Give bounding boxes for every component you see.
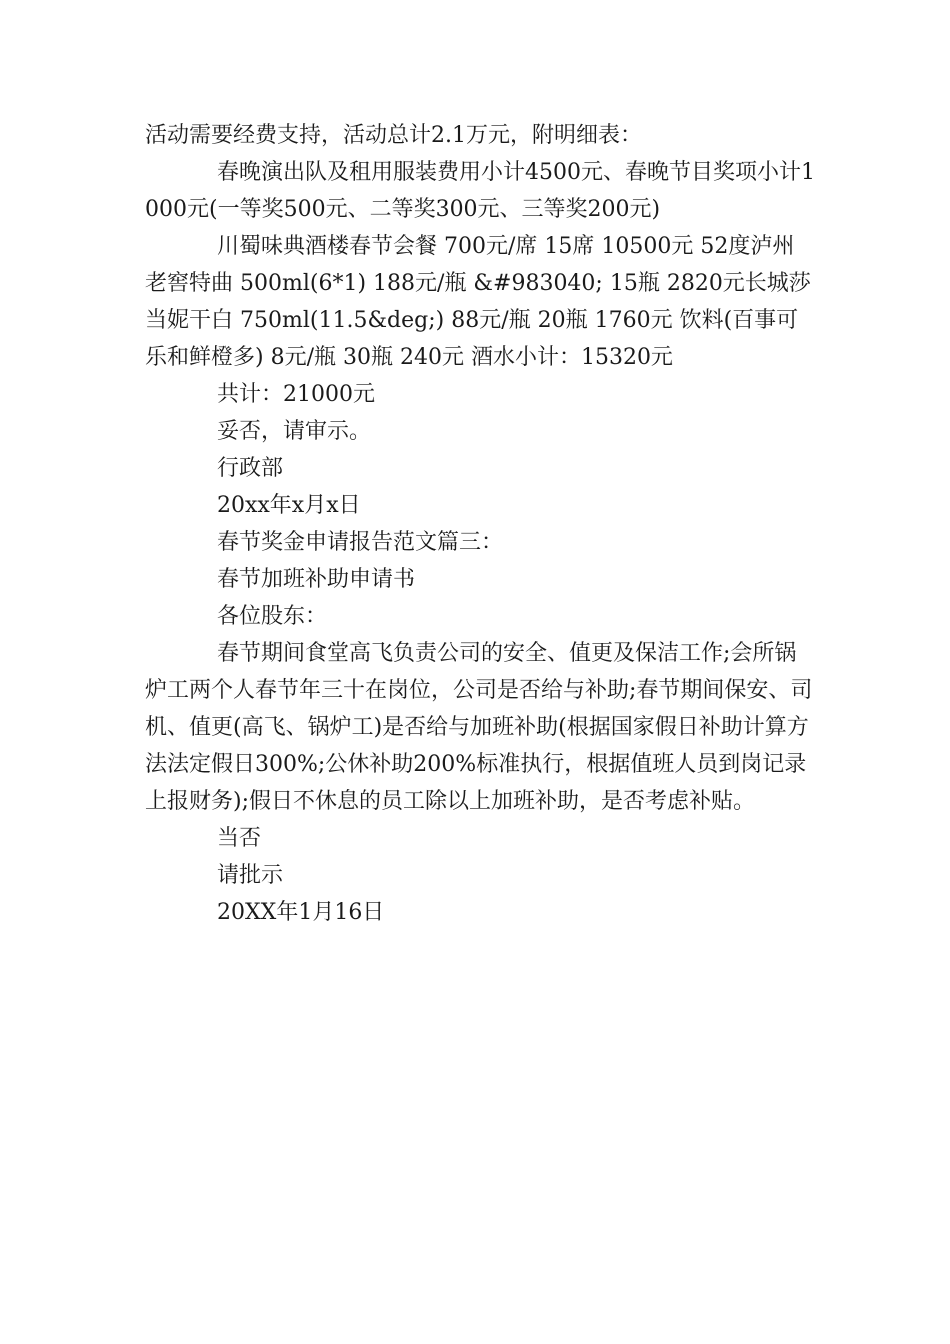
paragraph-department: 行政部 xyxy=(217,456,284,481)
paragraph-banquet-costs: 川蜀味典酒楼春节会餐 700元/席 15席 10500元 52度泸州老窖特曲 500ml(6*1) 188元/瓶 &#983040; 15瓶 2820元长城莎当妮干白 750ml(11.5&deg;) 88元/瓶 20瓶 1760元 饮料(百事可乐和鲜橙多) 8元/瓶 30瓶 240元 酒水小计：15320元 xyxy=(145,234,811,370)
paragraph-date-2: 20XX年1月16日 xyxy=(217,900,385,925)
paragraph-section-heading: 春节奖金申请报告范文篇三： xyxy=(217,530,504,555)
paragraph-total: 共计：21000元 xyxy=(217,382,375,407)
document-body xyxy=(145,117,815,931)
paragraph-approval-request: 妥否，请审示。 xyxy=(217,419,372,444)
paragraph-date-1: 20xx年x月x日 xyxy=(217,493,361,518)
paragraph-gala-costs: 春晚演出队及租用服装费用小计4500元、春晚节目奖项小计1000元(一等奖500元、二等奖300元、三等奖200元) xyxy=(145,160,815,222)
paragraph-closing-1: 当否 xyxy=(217,826,262,851)
paragraph-closing-2: 请批示 xyxy=(217,863,284,888)
paragraph-letter-title: 春节加班补助申请书 xyxy=(217,567,416,592)
paragraph-overtime-body: 春节期间食堂高飞负责公司的安全、值更及保洁工作;会所锅炉工两个人春节年三十在岗位，公司是否给与补助;春节期间保安、司机、值更(高飞、锅炉工)是否给与加班补助(根据国家假日补助计算方法法定假日300%;公休补助200%标准执行，根据值班人员到岗记录上报财务);假日不休息的员工除以上加班补助，是否考虑补贴。 xyxy=(145,641,813,814)
paragraph-funding-intro: 活动需要经费支持，活动总计2.1万元，附明细表： xyxy=(145,123,642,148)
paragraph-salutation: 各位股东： xyxy=(217,604,328,629)
